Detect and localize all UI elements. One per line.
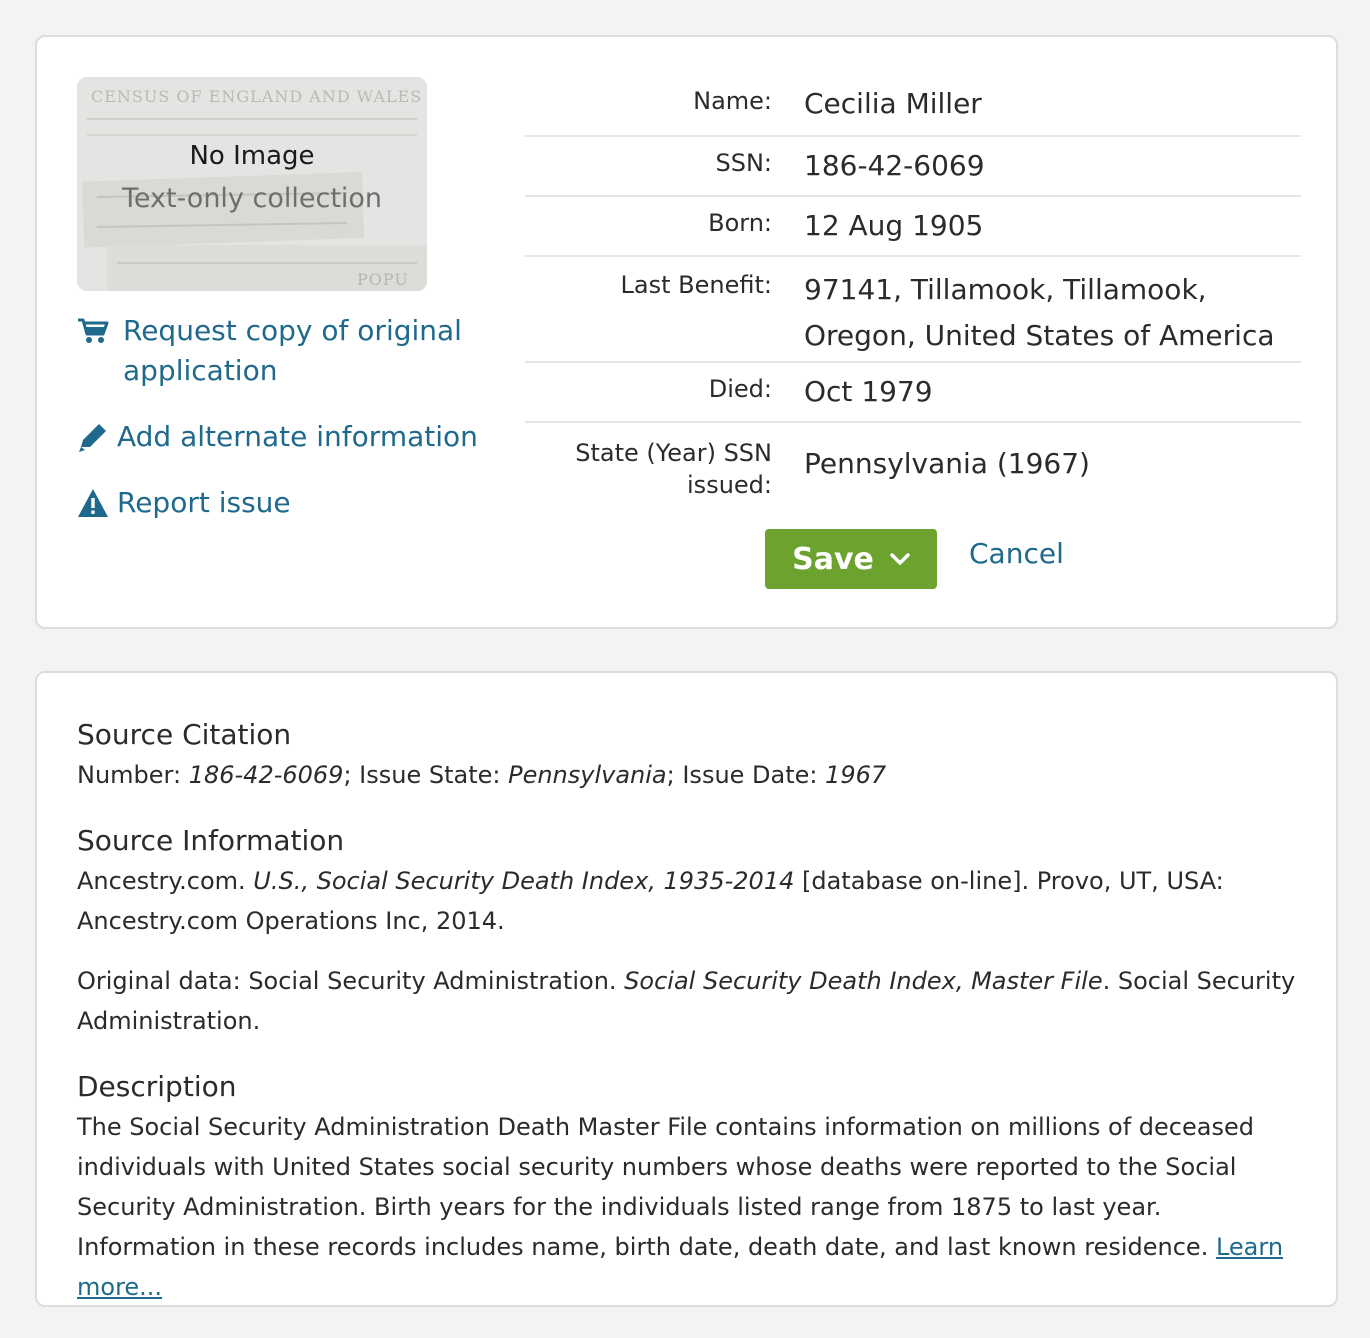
last-benefit-line-2: Oregon, United States of America: [804, 319, 1275, 352]
citation-number: 186-42-6069: [188, 761, 344, 789]
citation-issue-date-label: ; Issue Date:: [666, 761, 826, 789]
record-details: [525, 77, 1301, 513]
detail-row-born: [525, 197, 1301, 257]
source-info-p2-title: Social Security Death Index, Master File: [624, 967, 1103, 995]
source-information-paragraph-1: [77, 861, 1307, 941]
source-citation-section: [77, 715, 1307, 795]
chevron-down-icon: [890, 552, 910, 566]
detail-row-ssn: [525, 137, 1301, 197]
source-info-p1-title: U.S., Social Security Death Index, 1935-2014: [253, 867, 795, 895]
detail-row-died: [525, 363, 1301, 423]
died-label: Died:: [708, 375, 772, 403]
svg-text:POPU: POPU: [357, 270, 409, 289]
description-heading: Description: [77, 1070, 237, 1103]
source-info-p1-end: [database on-line]. Provo, UT, USA: Ancestry.com Operations Inc, 2014.: [77, 867, 1224, 935]
ssn-label: SSN:: [715, 149, 772, 177]
ssn-value: 186-42-6069: [804, 149, 985, 182]
record-thumbnail: [77, 77, 427, 291]
source-card: [35, 671, 1338, 1307]
description-text: [77, 1107, 1307, 1307]
source-info-p2-end: . Social Security Administration.: [77, 967, 1296, 1035]
record-card: [35, 35, 1338, 629]
report-issue-link[interactable]: [77, 483, 291, 523]
request-copy-link[interactable]: [77, 311, 477, 391]
source-citation-heading: Source Citation: [77, 718, 292, 751]
no-image-title: No Image: [189, 141, 315, 171]
source-info-p1-start: Ancestry.com.: [77, 867, 254, 895]
save-button[interactable]: [765, 529, 937, 589]
learn-more-link[interactable]: Learn more...: [77, 1233, 1284, 1301]
citation-issue-state-label: ; Issue State:: [343, 761, 509, 789]
source-information-section: [77, 821, 1307, 1041]
cancel-link[interactable]: Cancel: [969, 537, 1064, 570]
state-issued-label: [525, 423, 804, 513]
state-issued-label-line-2: issued:: [687, 471, 772, 499]
warning-icon: [77, 483, 117, 523]
name-label: Name:: [693, 87, 772, 115]
last-benefit-line-1: 97141, Tillamook, Tillamook,: [804, 273, 1207, 306]
request-copy-label: Request copy of original application: [123, 314, 462, 387]
source-citation-text: [77, 755, 1307, 795]
save-button-label: Save: [792, 541, 874, 577]
cart-icon: [77, 311, 123, 351]
add-alternate-link[interactable]: [77, 417, 478, 457]
born-label: Born:: [708, 209, 772, 237]
report-issue-label: Report issue: [117, 486, 291, 519]
description-section: [77, 1067, 1307, 1307]
add-alternate-label: Add alternate information: [117, 420, 478, 453]
state-issued-label-line-1: State (Year) SSN: [575, 439, 772, 467]
source-information-heading: Source Information: [77, 824, 345, 857]
last-benefit-value: [804, 257, 1301, 361]
state-issued-value: Pennsylvania (1967): [804, 447, 1090, 480]
last-benefit-label: Last Benefit:: [620, 271, 772, 299]
citation-number-label: Number:: [77, 761, 189, 789]
source-information-paragraph-2: [77, 961, 1307, 1041]
born-value: 12 Aug 1905: [804, 209, 984, 242]
no-image-subtitle: Text-only collection: [121, 183, 383, 214]
source-info-p2-start: Original data: Social Security Administration.: [77, 967, 625, 995]
description-body: The Social Security Administration Death Master File contains information on millions of deceased individuals with United States social security numbers whose deaths were reported to the Social Security Administration. Birth years for the individuals listed range from 1875 to last year. Information in these records includes name, birth date, death date, and last known residence.: [77, 1113, 1254, 1261]
pencil-icon: [77, 417, 117, 457]
detail-row-last-benefit: [525, 257, 1301, 363]
thumbnail-background-text: CENSUS OF ENGLAND AND WALES: [91, 87, 423, 106]
detail-row-name: [525, 77, 1301, 137]
detail-row-state-issued: [525, 423, 1301, 513]
died-value: Oct 1979: [804, 375, 933, 408]
citation-issue-state: Pennsylvania: [508, 761, 667, 789]
citation-issue-date: 1967: [825, 761, 887, 789]
name-value: Cecilia Miller: [804, 87, 982, 120]
